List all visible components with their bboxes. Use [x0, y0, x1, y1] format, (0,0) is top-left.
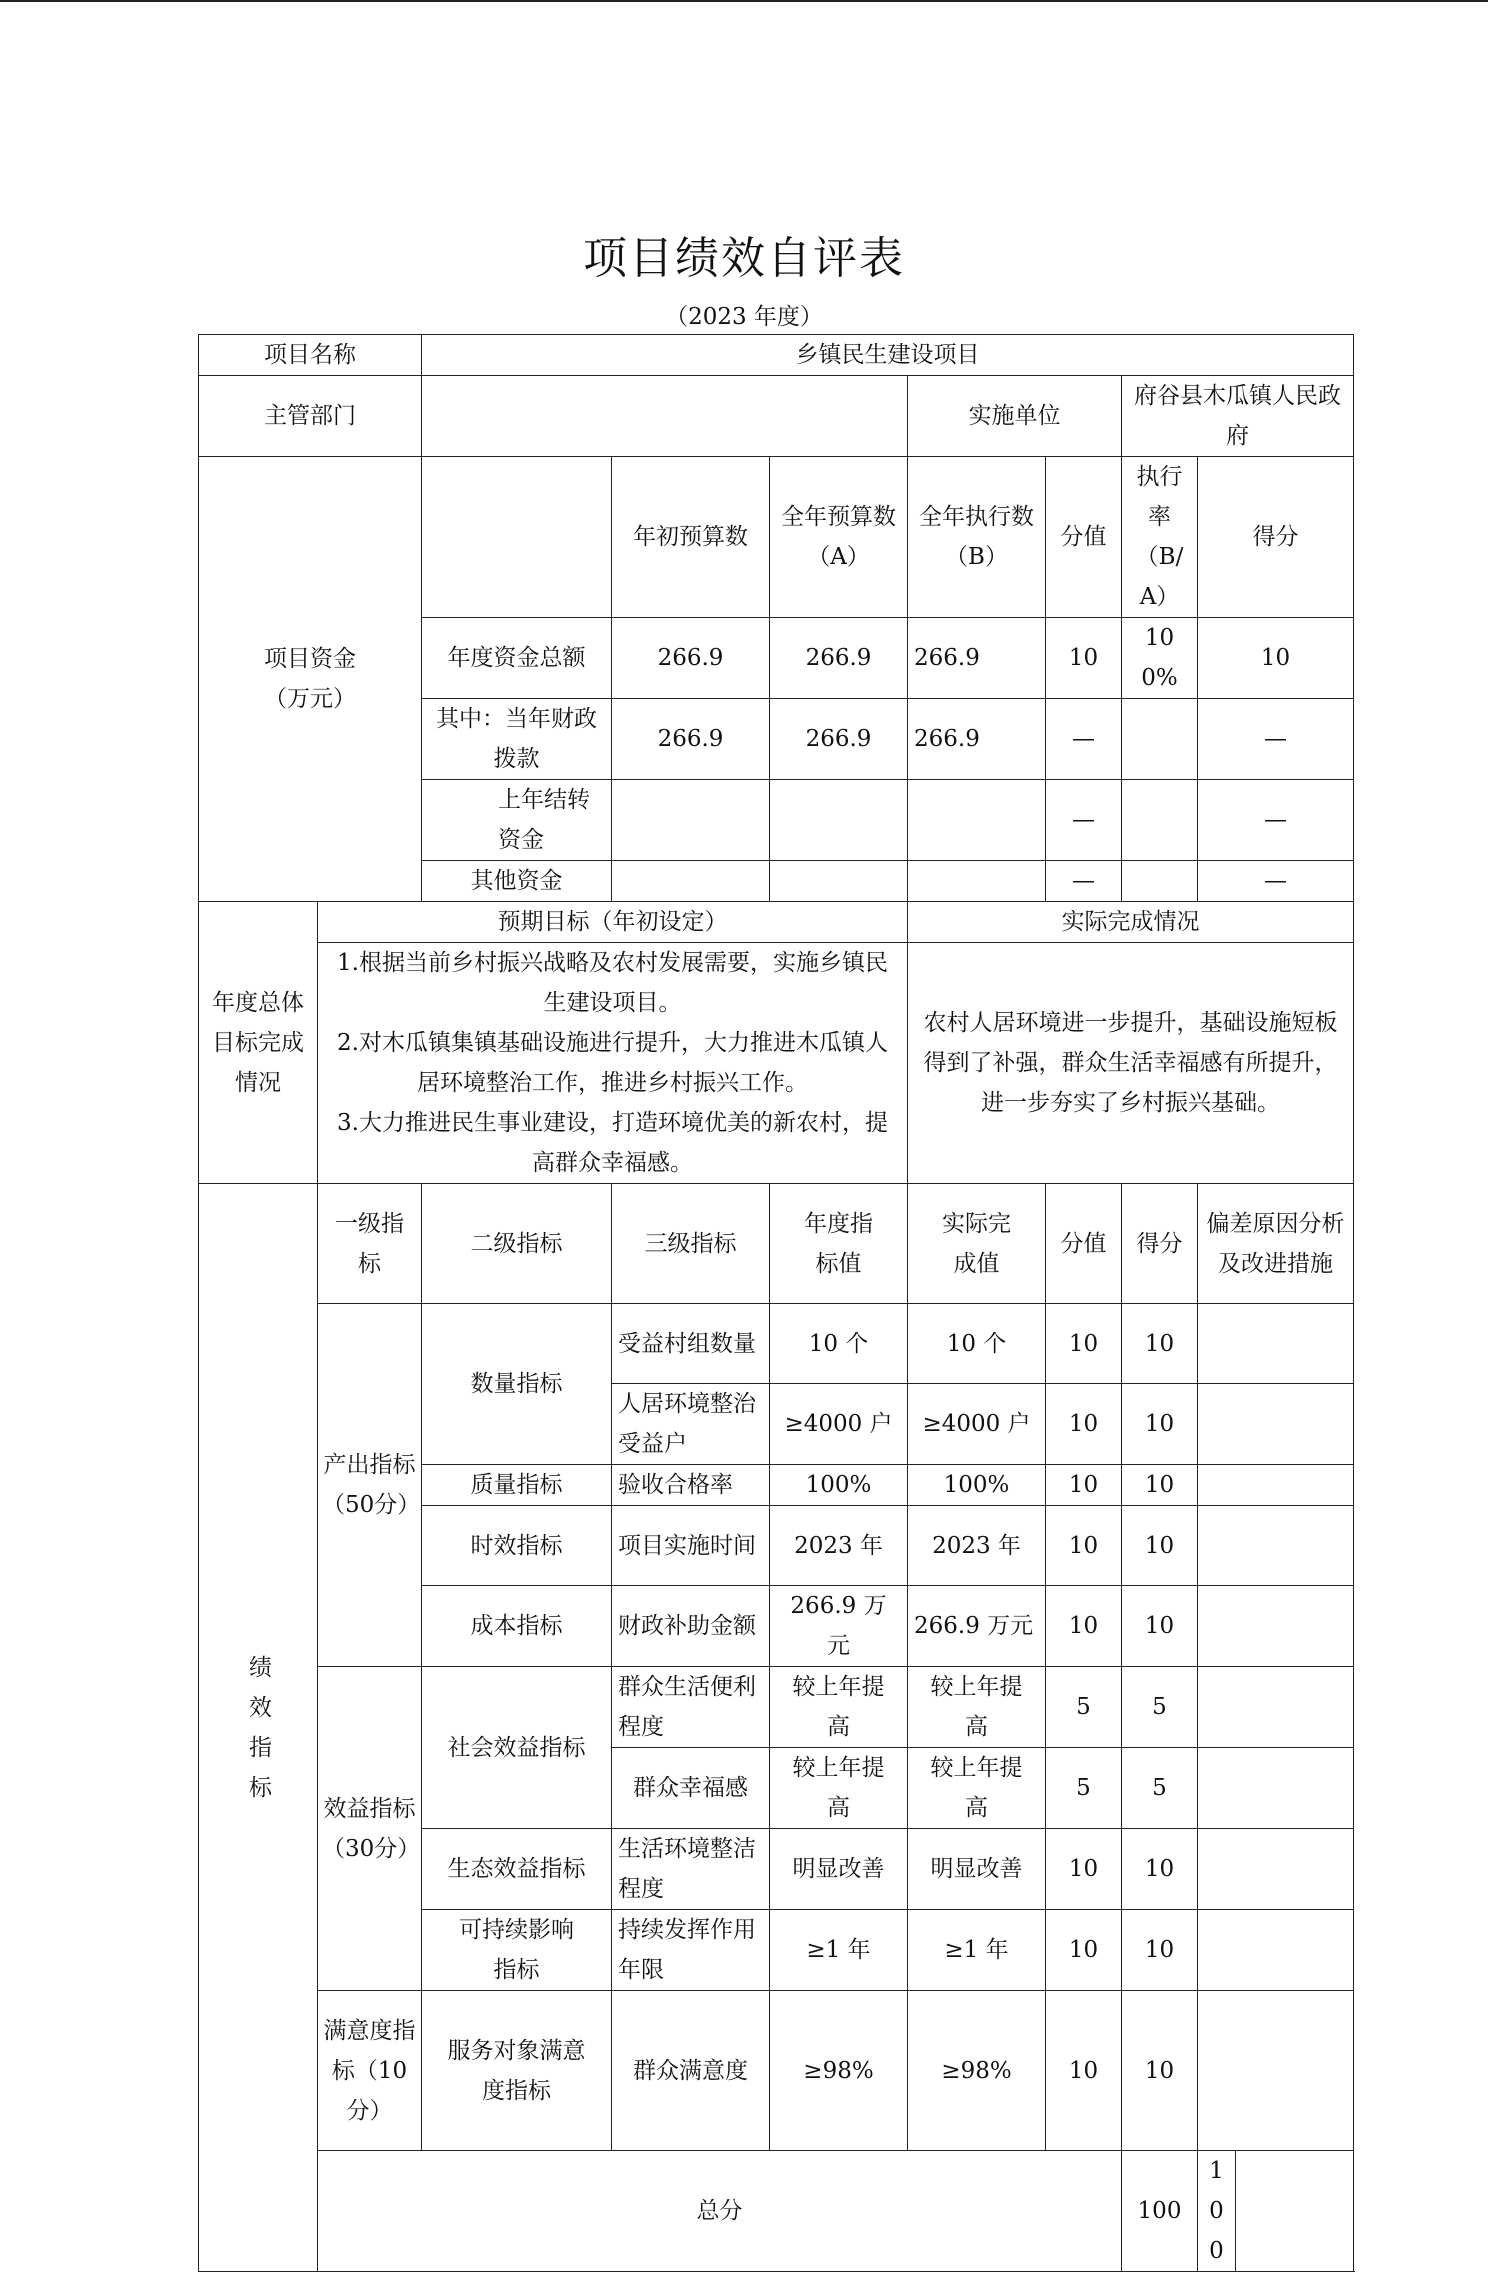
goals-header-row: [199, 902, 1354, 943]
dept-label: 主管部门: [199, 376, 422, 457]
indicator-row: [199, 1667, 1354, 1748]
ind-deviation: [1198, 1829, 1354, 1910]
funds-row-score: —: [1198, 861, 1354, 902]
ind-target: 10 个: [770, 1304, 908, 1384]
funds-header-initial: 年初预算数: [612, 457, 770, 618]
funds-row-annual: [770, 861, 908, 902]
indicators-label: 绩效指标: [199, 1184, 318, 2272]
ind-actual: ≥4000 户: [908, 1384, 1046, 1465]
ind-level3: 生活环境整洁程度: [612, 1829, 770, 1910]
ind-score-value: 10: [1046, 1829, 1122, 1910]
dept-value: [422, 376, 908, 457]
total-deviation: [1236, 2151, 1354, 2272]
funds-row-score-value: —: [1046, 780, 1122, 861]
ind-score-value: 5: [1046, 1667, 1122, 1748]
funds-label-line2: （万元）: [264, 686, 356, 712]
funds-row-executed: [908, 861, 1046, 902]
ind-score-value: 10: [1046, 1384, 1122, 1465]
ind-score: 10: [1122, 1304, 1198, 1384]
project-name-label: 项目名称: [199, 335, 422, 376]
funds-row-label: 其中：当年财政拨款: [422, 699, 612, 780]
page-title: 项目绩效自评表: [583, 233, 905, 284]
ind-deviation: [1198, 1384, 1354, 1465]
page-top-border: [0, 0, 1488, 2]
total-label: 总分: [318, 2151, 1122, 2272]
ind-actual: 10 个: [908, 1304, 1046, 1384]
funds-row-score: 10: [1198, 618, 1354, 699]
total-score-value: 100: [1122, 2151, 1198, 2272]
ind-score-value: 10: [1046, 1991, 1122, 2151]
ind-level1: 满意度指标（10分）: [318, 1991, 422, 2151]
ind-score: 10: [1122, 1991, 1198, 2151]
funds-row-annual: 266.9: [770, 618, 908, 699]
ind-score: 5: [1122, 1667, 1198, 1748]
ind-actual: 266.9 万元: [908, 1586, 1046, 1667]
funds-row-initial: 266.9: [612, 699, 770, 780]
ind-level1: 产出指标（50分）: [318, 1304, 422, 1667]
ind-deviation: [1198, 1667, 1354, 1748]
ind-level2: 数量指标: [422, 1304, 612, 1465]
funds-row-annual: 266.9: [770, 699, 908, 780]
goal-item: 1.根据当前乡村振兴战略及农村发展需要，实施乡镇民生建设项目。: [337, 950, 888, 1016]
ind-header-level2: 二级指标: [422, 1184, 612, 1304]
ind-level2: 可持续影响指标: [422, 1910, 612, 1991]
ind-level2: 质量指标: [422, 1465, 612, 1506]
funds-row-initial: 266.9: [612, 618, 770, 699]
ind-level3: 群众幸福感: [612, 1748, 770, 1829]
indicator-row: [199, 1304, 1354, 1384]
goals-expected-content: [318, 943, 908, 1184]
ind-level2: 生态效益指标: [422, 1829, 612, 1910]
ind-level3: 受益村组数量: [612, 1304, 770, 1384]
funds-header-score: 得分: [1198, 457, 1354, 618]
ind-level2: 时效指标: [422, 1506, 612, 1586]
ind-score: 10: [1122, 1910, 1198, 1991]
project-name-row: [199, 335, 1354, 376]
ind-header-target: 年度指标值: [770, 1184, 908, 1304]
goals-label: 年度总体目标完成情况: [199, 902, 318, 1184]
ind-target: 较上年提高: [770, 1748, 908, 1829]
funds-row-executed: 266.9: [908, 618, 1046, 699]
department-row: [199, 376, 1354, 457]
ind-score: 10: [1122, 1384, 1198, 1465]
ind-actual: 100%: [908, 1465, 1046, 1506]
funds-row-score-value: —: [1046, 699, 1122, 780]
ind-level3: 群众满意度: [612, 1991, 770, 2151]
funds-row-rate: [1122, 861, 1198, 902]
ind-level2: 成本指标: [422, 1586, 612, 1667]
ind-deviation: [1198, 1910, 1354, 1991]
ind-score: 10: [1122, 1506, 1198, 1586]
funds-row-label: [422, 780, 612, 861]
ind-level3: 人居环境整治受益户: [612, 1384, 770, 1465]
ind-level3: 财政补助金额: [612, 1586, 770, 1667]
funds-row-label: 其他资金: [422, 861, 612, 902]
goal-item: 3.大力推进民生事业建设，打造环境优美的新农村，提高群众幸福感。: [337, 1110, 888, 1176]
funds-row-label-text: 上年结转资金: [498, 787, 590, 853]
ind-score: 10: [1122, 1586, 1198, 1667]
ind-header-deviation: 偏差原因分析及改进措施: [1198, 1184, 1354, 1304]
ind-actual: 明显改善: [908, 1829, 1046, 1910]
ind-level1: 效益指标（30分）: [318, 1667, 422, 1991]
project-name-value: 乡镇民生建设项目: [422, 335, 1354, 376]
ind-actual: ≥98%: [908, 1991, 1046, 2151]
funds-header-row: [199, 457, 1354, 618]
ind-score-value: 10: [1046, 1586, 1122, 1667]
impl-unit-value: 府谷县木瓜镇人民政府: [1122, 376, 1354, 457]
funds-row-rate: 100%: [1122, 618, 1198, 699]
ind-deviation: [1198, 1586, 1354, 1667]
ind-actual: 较上年提高: [908, 1748, 1046, 1829]
indicator-row: [199, 1991, 1354, 2151]
ind-score: 5: [1122, 1748, 1198, 1829]
funds-row-rate: [1122, 699, 1198, 780]
goals-actual-header: 实际完成情况: [908, 902, 1354, 943]
funds-row-score: —: [1198, 780, 1354, 861]
ind-header-level1: 一级指标: [318, 1184, 422, 1304]
ind-header-level3: 三级指标: [612, 1184, 770, 1304]
ind-level3: 验收合格率: [612, 1465, 770, 1506]
funds-row-rate: [1122, 780, 1198, 861]
performance-evaluation-table: [198, 334, 1354, 2272]
ind-level3: 群众生活便利程度: [612, 1667, 770, 1748]
ind-score-value: 10: [1046, 1304, 1122, 1384]
funds-row-label: 年度资金总额: [422, 618, 612, 699]
ind-target: 明显改善: [770, 1829, 908, 1910]
ind-score-value: 10: [1046, 1910, 1122, 1991]
ind-deviation: [1198, 1991, 1354, 2151]
funds-row-score-value: —: [1046, 861, 1122, 902]
funds-row-executed: [908, 780, 1046, 861]
goal-item: 2.对木瓜镇集镇基础设施进行提升，大力推进木瓜镇人居环境整治工作，推进乡村振兴工作。: [337, 1030, 888, 1096]
total-score: 100: [1198, 2151, 1236, 2272]
ind-score: 10: [1122, 1829, 1198, 1910]
ind-deviation: [1198, 1748, 1354, 1829]
ind-header-score-value: 分值: [1046, 1184, 1122, 1304]
ind-target: 2023 年: [770, 1506, 908, 1586]
impl-unit-label: 实施单位: [908, 376, 1122, 457]
ind-header-score: 得分: [1122, 1184, 1198, 1304]
funds-header-rate: 执行率（B/A）: [1122, 457, 1198, 618]
ind-deviation: [1198, 1465, 1354, 1506]
ind-level3: 持续发挥作用年限: [612, 1910, 770, 1991]
ind-actual: ≥1 年: [908, 1910, 1046, 1991]
ind-deviation: [1198, 1506, 1354, 1586]
funds-row-score-value: 10: [1046, 618, 1122, 699]
ind-level2: 服务对象满意度指标: [422, 1991, 612, 2151]
ind-score-value: 10: [1046, 1506, 1122, 1586]
ind-target: ≥98%: [770, 1991, 908, 2151]
funds-header-score-value: 分值: [1046, 457, 1122, 618]
ind-target: 100%: [770, 1465, 908, 1506]
funds-header-annual: 全年预算数（A）: [770, 457, 908, 618]
indicators-header-row: [199, 1184, 1354, 1304]
goals-content-row: [199, 943, 1354, 1184]
funds-row-initial: [612, 861, 770, 902]
ind-target: 266.9 万元: [770, 1586, 908, 1667]
goals-actual-content: 农村人居环境进一步提升，基础设施短板得到了补强，群众生活幸福感有所提升，进一步夯实了乡村振兴基础。: [908, 943, 1354, 1184]
ind-target: ≥1 年: [770, 1910, 908, 1991]
funds-row-executed: 266.9: [908, 699, 1046, 780]
funds-row-score: —: [1198, 699, 1354, 780]
funds-label: [199, 457, 422, 902]
ind-level2: 社会效益指标: [422, 1667, 612, 1829]
ind-level3: 项目实施时间: [612, 1506, 770, 1586]
funds-header-executed: 全年执行数（B）: [908, 457, 1046, 618]
ind-score-value: 10: [1046, 1465, 1122, 1506]
ind-score: 10: [1122, 1465, 1198, 1506]
ind-target: 较上年提高: [770, 1667, 908, 1748]
ind-header-actual: 实际完成值: [908, 1184, 1046, 1304]
funds-header-blank: [422, 457, 612, 618]
ind-deviation: [1198, 1304, 1354, 1384]
funds-row-annual: [770, 780, 908, 861]
total-row: [199, 2151, 1354, 2272]
report-year: （2023 年度）: [665, 304, 823, 330]
goals-expected-header: 预期目标（年初设定）: [318, 902, 908, 943]
funds-row-initial: [612, 780, 770, 861]
ind-actual: 较上年提高: [908, 1667, 1046, 1748]
ind-actual: 2023 年: [908, 1506, 1046, 1586]
funds-label-line1: 项目资金: [264, 646, 356, 672]
ind-score-value: 5: [1046, 1748, 1122, 1829]
ind-target: ≥4000 户: [770, 1384, 908, 1465]
